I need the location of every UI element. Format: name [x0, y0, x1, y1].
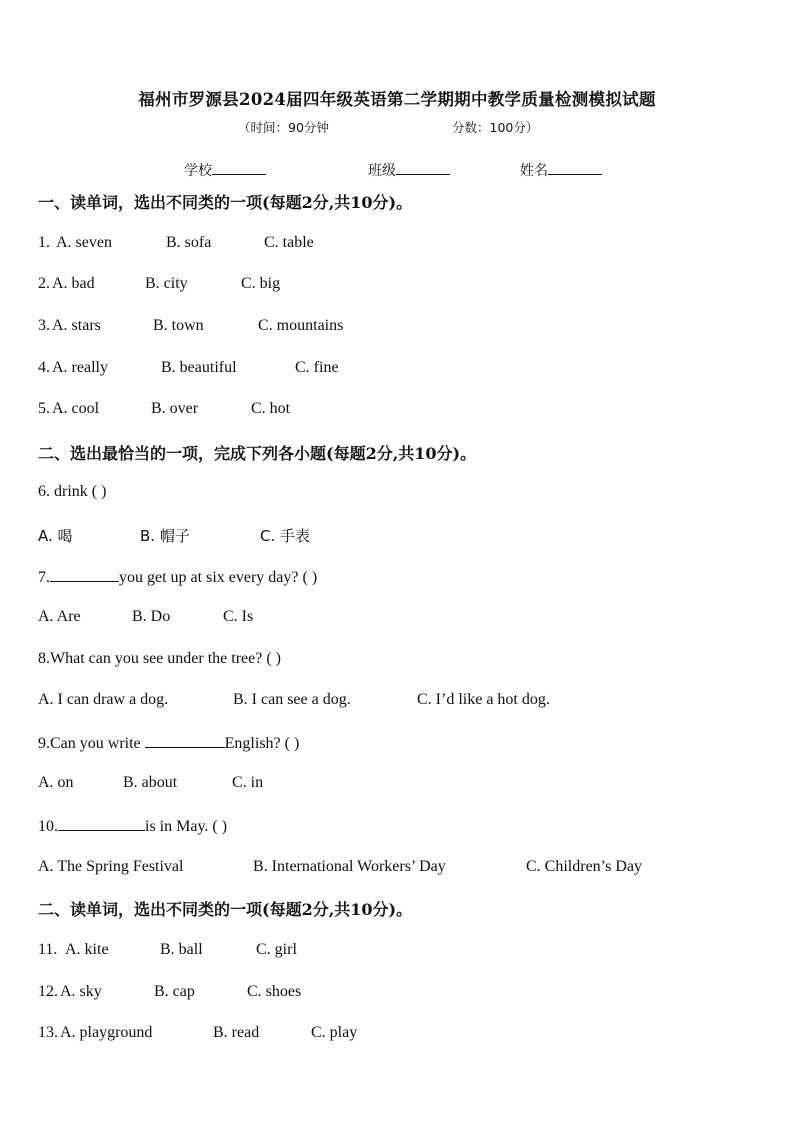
answer-blank[interactable] — [58, 816, 145, 831]
question-number: 2. — [38, 275, 50, 292]
question-10 — [38, 816, 227, 836]
option-a[interactable]: A. 喝 — [38, 527, 73, 545]
question-number: 3. — [38, 317, 50, 334]
name-blank[interactable] — [548, 160, 602, 175]
option-b[interactable]: B. beautiful — [161, 359, 237, 376]
option-c[interactable]: C. play — [311, 1024, 358, 1041]
option-c[interactable]: C. I’d like a hot dog. — [417, 691, 550, 708]
option-b[interactable]: B. over — [151, 400, 199, 417]
option-b[interactable]: B. ball — [160, 941, 203, 958]
option-c[interactable]: C. big — [241, 275, 281, 292]
class-blank[interactable] — [396, 160, 450, 175]
option-b[interactable]: B. cap — [154, 983, 195, 1000]
question-6: 6. drink ( ) — [38, 483, 107, 500]
question-7 — [38, 567, 317, 587]
option-c[interactable]: C. shoes — [247, 983, 302, 1000]
school-blank[interactable] — [212, 160, 266, 175]
option-b[interactable]: B. city — [145, 275, 188, 292]
option-a[interactable]: A. The Spring Festival — [38, 858, 184, 875]
name-field — [520, 160, 602, 180]
question-stem: is in May. ( ) — [145, 818, 228, 835]
option-c[interactable]: C. table — [264, 234, 314, 251]
option-a[interactable]: A. really — [52, 359, 108, 376]
option-a[interactable]: A. sky — [60, 983, 102, 1000]
option-b[interactable]: B. read — [213, 1024, 260, 1041]
section-heading: 二、选出最恰当的一项，完成下列各小题(每题2分,共10分)。 — [38, 444, 477, 463]
school-field — [184, 160, 266, 180]
option-c[interactable]: C. hot — [251, 400, 291, 417]
question-number: 11. — [38, 941, 58, 958]
question-number: 12. — [38, 983, 58, 1000]
school-label: 学校 — [184, 163, 212, 179]
option-c[interactable]: C. mountains — [258, 317, 344, 334]
question-number: 7. — [38, 569, 50, 586]
option-b[interactable]: B. 帽子 — [140, 527, 190, 545]
question-number: 4. — [38, 359, 50, 376]
question-number: 13. — [38, 1024, 58, 1041]
answer-blank[interactable] — [145, 733, 225, 748]
option-a[interactable]: A. stars — [52, 317, 101, 334]
option-b[interactable]: B. town — [153, 317, 204, 334]
option-a[interactable]: A. on — [38, 774, 74, 791]
option-a[interactable]: A. Are — [38, 608, 81, 625]
question-stem: English? ( ) — [224, 735, 300, 752]
question-number: 5. — [38, 400, 50, 417]
exam-time: （时间：90分钟 — [238, 120, 329, 135]
option-b[interactable]: B. Do — [132, 608, 171, 625]
class-label: 班级 — [368, 163, 396, 179]
option-c[interactable]: C. Children’s Day — [526, 858, 642, 875]
question-stem: 9.Can you write — [38, 735, 145, 752]
option-a[interactable]: A. cool — [52, 400, 100, 417]
option-b[interactable]: B. about — [123, 774, 178, 791]
question-9 — [38, 733, 299, 753]
section-heading: 一、读单词，选出不同类的一项(每题2分,共10分)。 — [38, 193, 413, 212]
section-heading: 二、读单词，选出不同类的一项(每题2分,共10分)。 — [38, 900, 413, 919]
option-c[interactable]: C. fine — [295, 359, 339, 376]
option-b[interactable]: B. International Workers’ Day — [253, 858, 446, 875]
option-a[interactable]: A. kite — [65, 941, 109, 958]
question-number: 10. — [38, 818, 58, 835]
option-b[interactable]: B. I can see a dog. — [233, 691, 351, 708]
class-field — [368, 160, 450, 180]
option-a[interactable]: A. bad — [52, 275, 95, 292]
option-b[interactable]: B. sofa — [166, 234, 212, 251]
option-c[interactable]: C. in — [232, 774, 264, 791]
question-number: 1. — [38, 234, 50, 251]
option-a[interactable]: A. seven — [56, 234, 112, 251]
option-c[interactable]: C. girl — [256, 941, 297, 958]
question-8: 8.What can you see under the tree? ( ) — [38, 650, 281, 667]
question-stem: you get up at six every day? ( ) — [119, 569, 318, 586]
name-label: 姓名 — [520, 163, 548, 179]
exam-score: 分数：100分） — [452, 120, 539, 135]
option-a[interactable]: A. I can draw a dog. — [38, 691, 169, 708]
answer-blank[interactable] — [50, 567, 119, 582]
option-c[interactable]: C. Is — [223, 608, 254, 625]
page-title: 福州市罗源县2024届四年级英语第二学期期中教学质量检测模拟试题 — [138, 90, 656, 109]
option-c[interactable]: C. 手表 — [260, 527, 311, 545]
option-a[interactable]: A. playground — [60, 1024, 153, 1041]
